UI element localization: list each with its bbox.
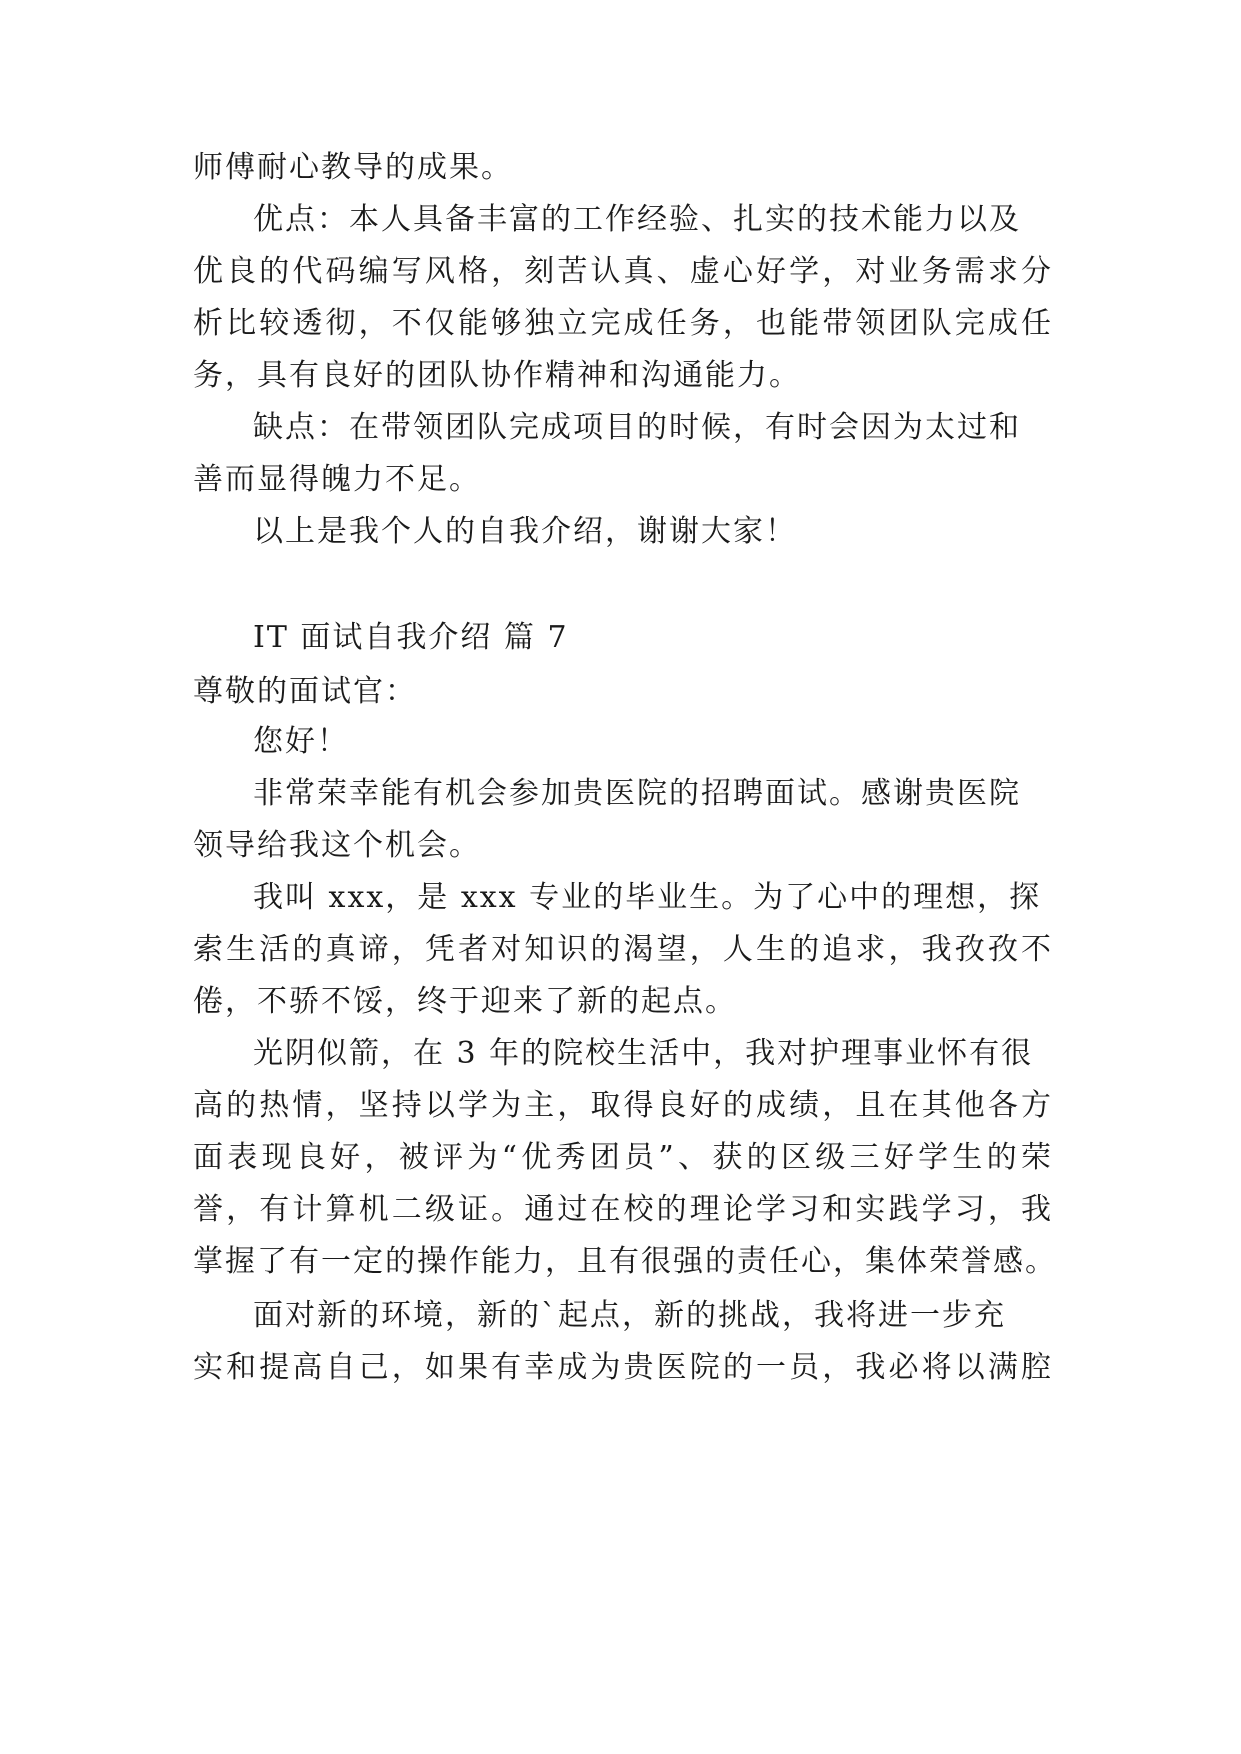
paragraph-line: 缺点：在带领团队完成项目的时候，有时会因为太过和 bbox=[253, 410, 1021, 445]
paragraph-line: 光阴似箭，在 3 年的院校生活中，我对护理事业怀有很 bbox=[253, 1036, 1034, 1071]
paragraph-line: 优良的代码编写风格，刻苦认真、虚心好学，对业务需求分 bbox=[193, 254, 1053, 289]
paragraph-line: 掌握了有一定的操作能力，且有很强的责任心，集体荣誉感。 bbox=[193, 1244, 1057, 1279]
paragraph-line: 索生活的真谛，凭者对知识的渴望，人生的追求，我孜孜不 bbox=[193, 932, 1053, 967]
paragraph-line: 师傅耐心教导的成果。 bbox=[193, 150, 513, 185]
section-title: IT 面试自我介绍 篇 7 bbox=[253, 620, 569, 655]
paragraph-line: 善而显得魄力不足。 bbox=[193, 462, 481, 497]
paragraph-line: 以上是我个人的自我介绍，谢谢大家！ bbox=[253, 514, 797, 549]
paragraph-line: 非常荣幸能有机会参加贵医院的招聘面试。感谢贵医院 bbox=[253, 776, 1021, 811]
salutation: 尊敬的面试官： bbox=[193, 674, 417, 709]
paragraph-line: 面对新的环境，新的`起点，新的挑战，我将进一步充 bbox=[253, 1298, 1006, 1333]
paragraph-line: 务，具有良好的团队协作精神和沟通能力。 bbox=[193, 358, 801, 393]
paragraph-line: 实和提高自己，如果有幸成为贵医院的一员，我必将以满腔 bbox=[193, 1350, 1053, 1385]
paragraph-line: 高的热情，坚持以学为主，取得良好的成绩，且在其他各方 bbox=[193, 1088, 1053, 1123]
paragraph-line: 析比较透彻，不仅能够独立完成任务，也能带领团队完成任 bbox=[193, 306, 1053, 341]
paragraph-line: 优点：本人具备丰富的工作经验、扎实的技术能力以及 bbox=[253, 202, 1021, 237]
greeting: 您好！ bbox=[253, 724, 349, 759]
paragraph-line: 誉，有计算机二级证。通过在校的理论学习和实践学习，我 bbox=[193, 1192, 1053, 1227]
paragraph-line: 面表现良好，被评为“优秀团员”、获的区级三好学生的荣 bbox=[193, 1140, 1053, 1175]
paragraph-line: 我叫 xxx，是 xxx 专业的毕业生。为了心中的理想，探 bbox=[253, 880, 1042, 915]
paragraph-line: 领导给我这个机会。 bbox=[193, 828, 481, 863]
paragraph-line: 倦，不骄不馁，终于迎来了新的起点。 bbox=[193, 984, 737, 1019]
